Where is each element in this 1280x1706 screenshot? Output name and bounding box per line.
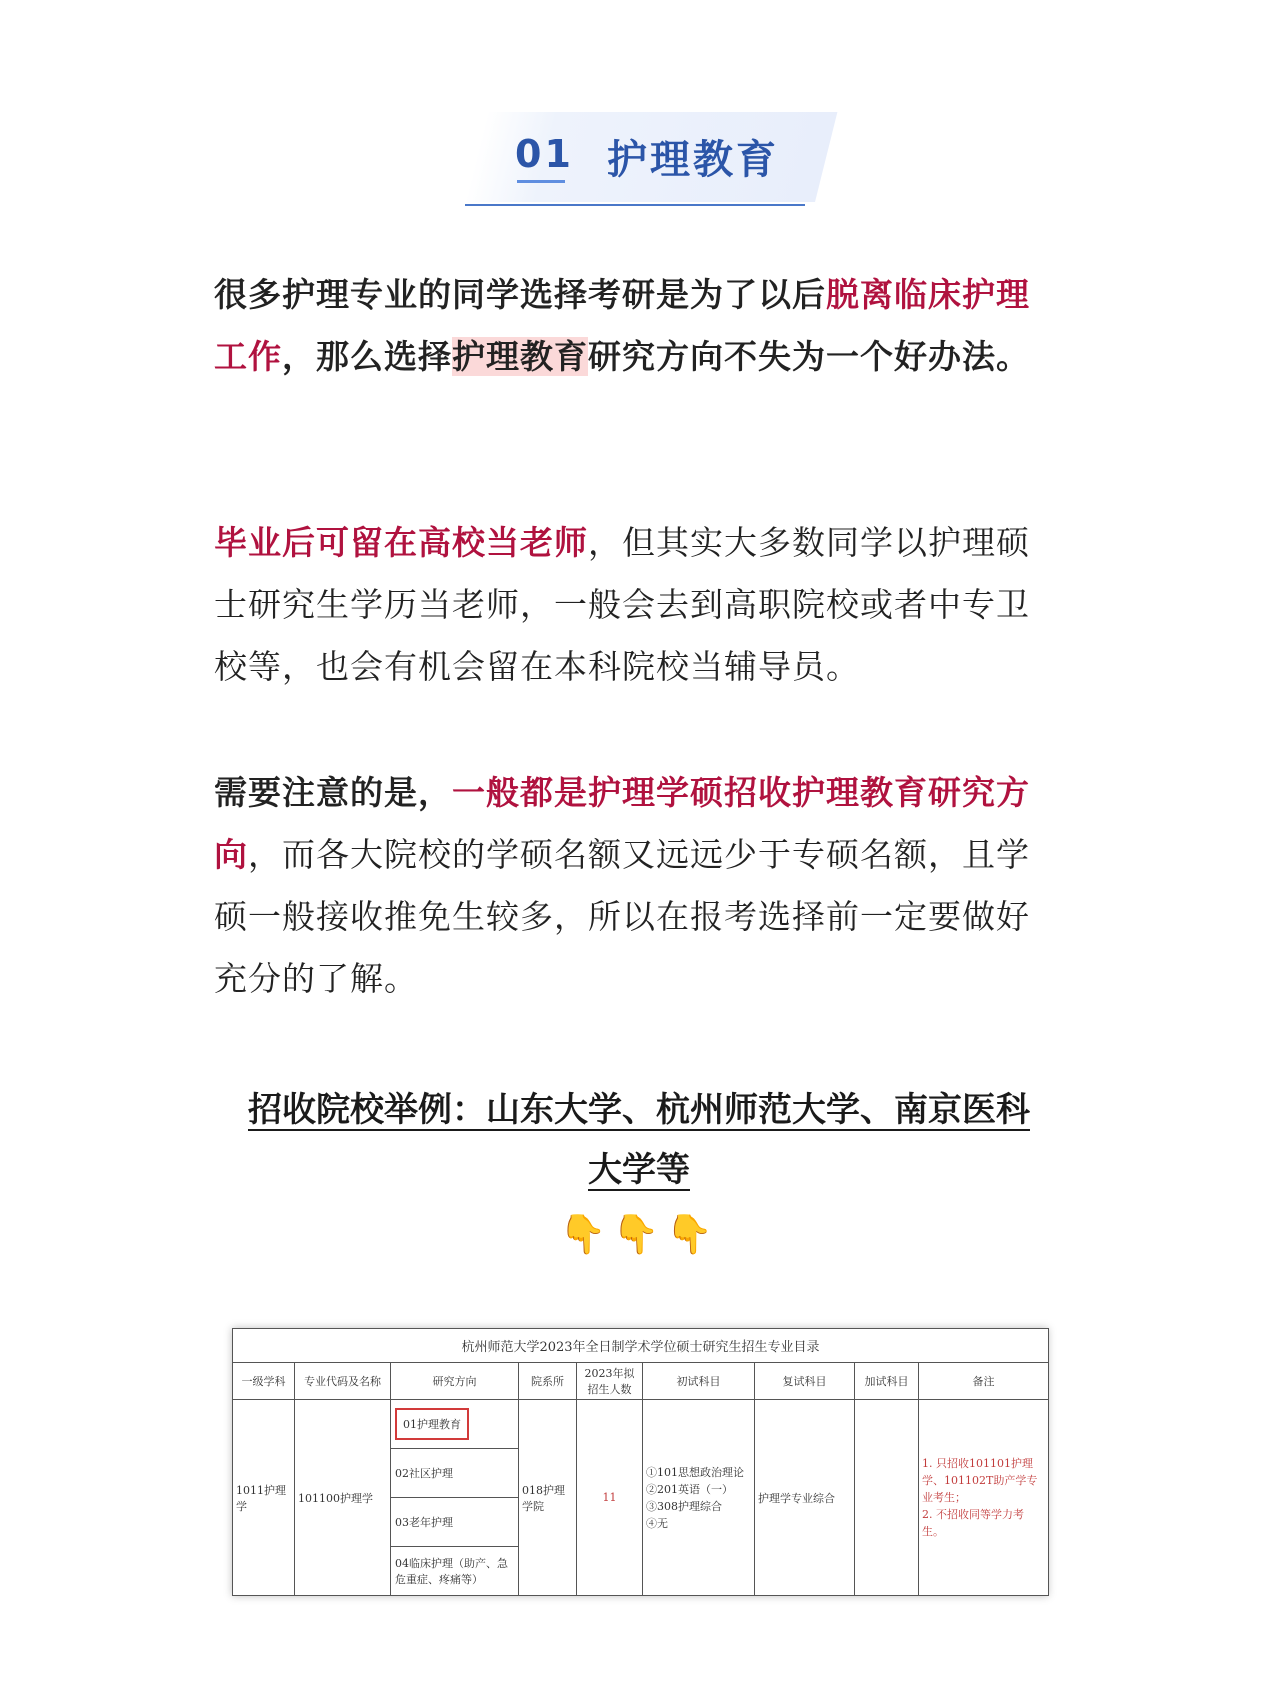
cell-directions xyxy=(391,1400,519,1596)
table-row xyxy=(233,1400,1049,1596)
th-quota: 2023年拟招生人数 xyxy=(577,1363,643,1400)
career-text: ，但其实大多数同学以护理硕士研究生学历当老师，一般会去到高职院校或者中专卫校等，也会有机会留在本科院校当辅导员。 xyxy=(214,523,1030,686)
th-exams: 初试科目 xyxy=(643,1363,755,1400)
career-emphasis: 毕业后可留在高校当老师 xyxy=(214,523,588,562)
intro-text: 很多护理专业的同学选择考研是为了以后 xyxy=(214,275,826,314)
header-underline xyxy=(465,204,805,206)
th-major: 专业代码及名称 xyxy=(295,1363,391,1400)
direction-item-4: 04临床护理（助产、急危重症、疼痛等） xyxy=(395,1557,508,1586)
th-discipline: 一级学科 xyxy=(233,1363,295,1400)
admission-table-image xyxy=(232,1328,1048,1596)
section-title: 护理教育 xyxy=(607,137,779,183)
note-item-2: 2. 不招收同等学力考生。 xyxy=(922,1508,1024,1538)
notice-text: ，而各大院校的学硕名额又远远少于专硕名额，且学硕一般接收推免生较多，所以在报考选择前一定要做好充分的了解。 xyxy=(214,835,1030,998)
exam-item-3: ③308护理综合 xyxy=(646,1499,722,1513)
pointing-down-icons: 👇👇👇 xyxy=(559,1212,719,1256)
table-header-row xyxy=(233,1363,1049,1400)
direction-item-2: 02社区护理 xyxy=(391,1449,518,1498)
cell-major: 101100护理学 xyxy=(295,1400,391,1596)
cell-retest: 护理学专业综合 xyxy=(755,1400,855,1596)
direction-item-3: 03老年护理 xyxy=(391,1498,518,1547)
cell-exams xyxy=(643,1400,755,1596)
cell-quota: 11 xyxy=(577,1400,643,1596)
intro-text-3: 研究方向不失为一个好办法。 xyxy=(588,337,1030,376)
th-department: 院系所 xyxy=(519,1363,577,1400)
cell-discipline: 1011护理学 xyxy=(233,1400,295,1596)
th-notes: 备注 xyxy=(919,1363,1049,1400)
paragraph-notice xyxy=(214,762,1054,1010)
direction-item-1 xyxy=(391,1400,518,1449)
cell-notes xyxy=(919,1400,1049,1596)
th-extra: 加试科目 xyxy=(855,1363,919,1400)
note-item-1: 1. 只招收101101护理学、101102T助产学专业考生； xyxy=(922,1457,1038,1504)
table-caption: 杭州师范大学2023年全日制学术学位硕士研究生招生专业目录 xyxy=(233,1329,1049,1363)
exam-item-1: ①101思想政治理论 xyxy=(646,1465,744,1479)
direction-highlight-box: 01护理教育 xyxy=(395,1408,469,1440)
admission-table xyxy=(232,1328,1049,1596)
exam-item-4: ④无 xyxy=(646,1516,668,1530)
section-number-underline xyxy=(517,180,565,183)
intro-emphasis: 脱离临床护理工作 xyxy=(214,275,1030,376)
cell-extra xyxy=(855,1400,919,1596)
examples-line-1: 招收院校举例：山东大学、杭州师范大学、南京医科 xyxy=(248,1090,1030,1130)
cell-department: 018护理学院 xyxy=(519,1400,577,1596)
intro-text-2: ，那么选择 xyxy=(282,337,452,376)
exam-item-2: ②201英语（一） xyxy=(646,1482,733,1496)
notice-lead: 需要注意的是， xyxy=(214,773,452,812)
section-number: 01 xyxy=(515,132,574,176)
th-direction: 研究方向 xyxy=(391,1363,519,1400)
paragraph-career xyxy=(214,512,1054,698)
notice-emphasis: 一般都是护理学硕招收护理教育研究方向 xyxy=(214,773,1030,874)
section-header xyxy=(465,112,815,207)
th-retest: 复试科目 xyxy=(755,1363,855,1400)
paragraph-intro xyxy=(214,264,1054,388)
examples-heading xyxy=(214,1080,1064,1200)
examples-line-2: 大学等 xyxy=(588,1150,690,1190)
intro-highlight: 护理教育 xyxy=(452,337,588,376)
